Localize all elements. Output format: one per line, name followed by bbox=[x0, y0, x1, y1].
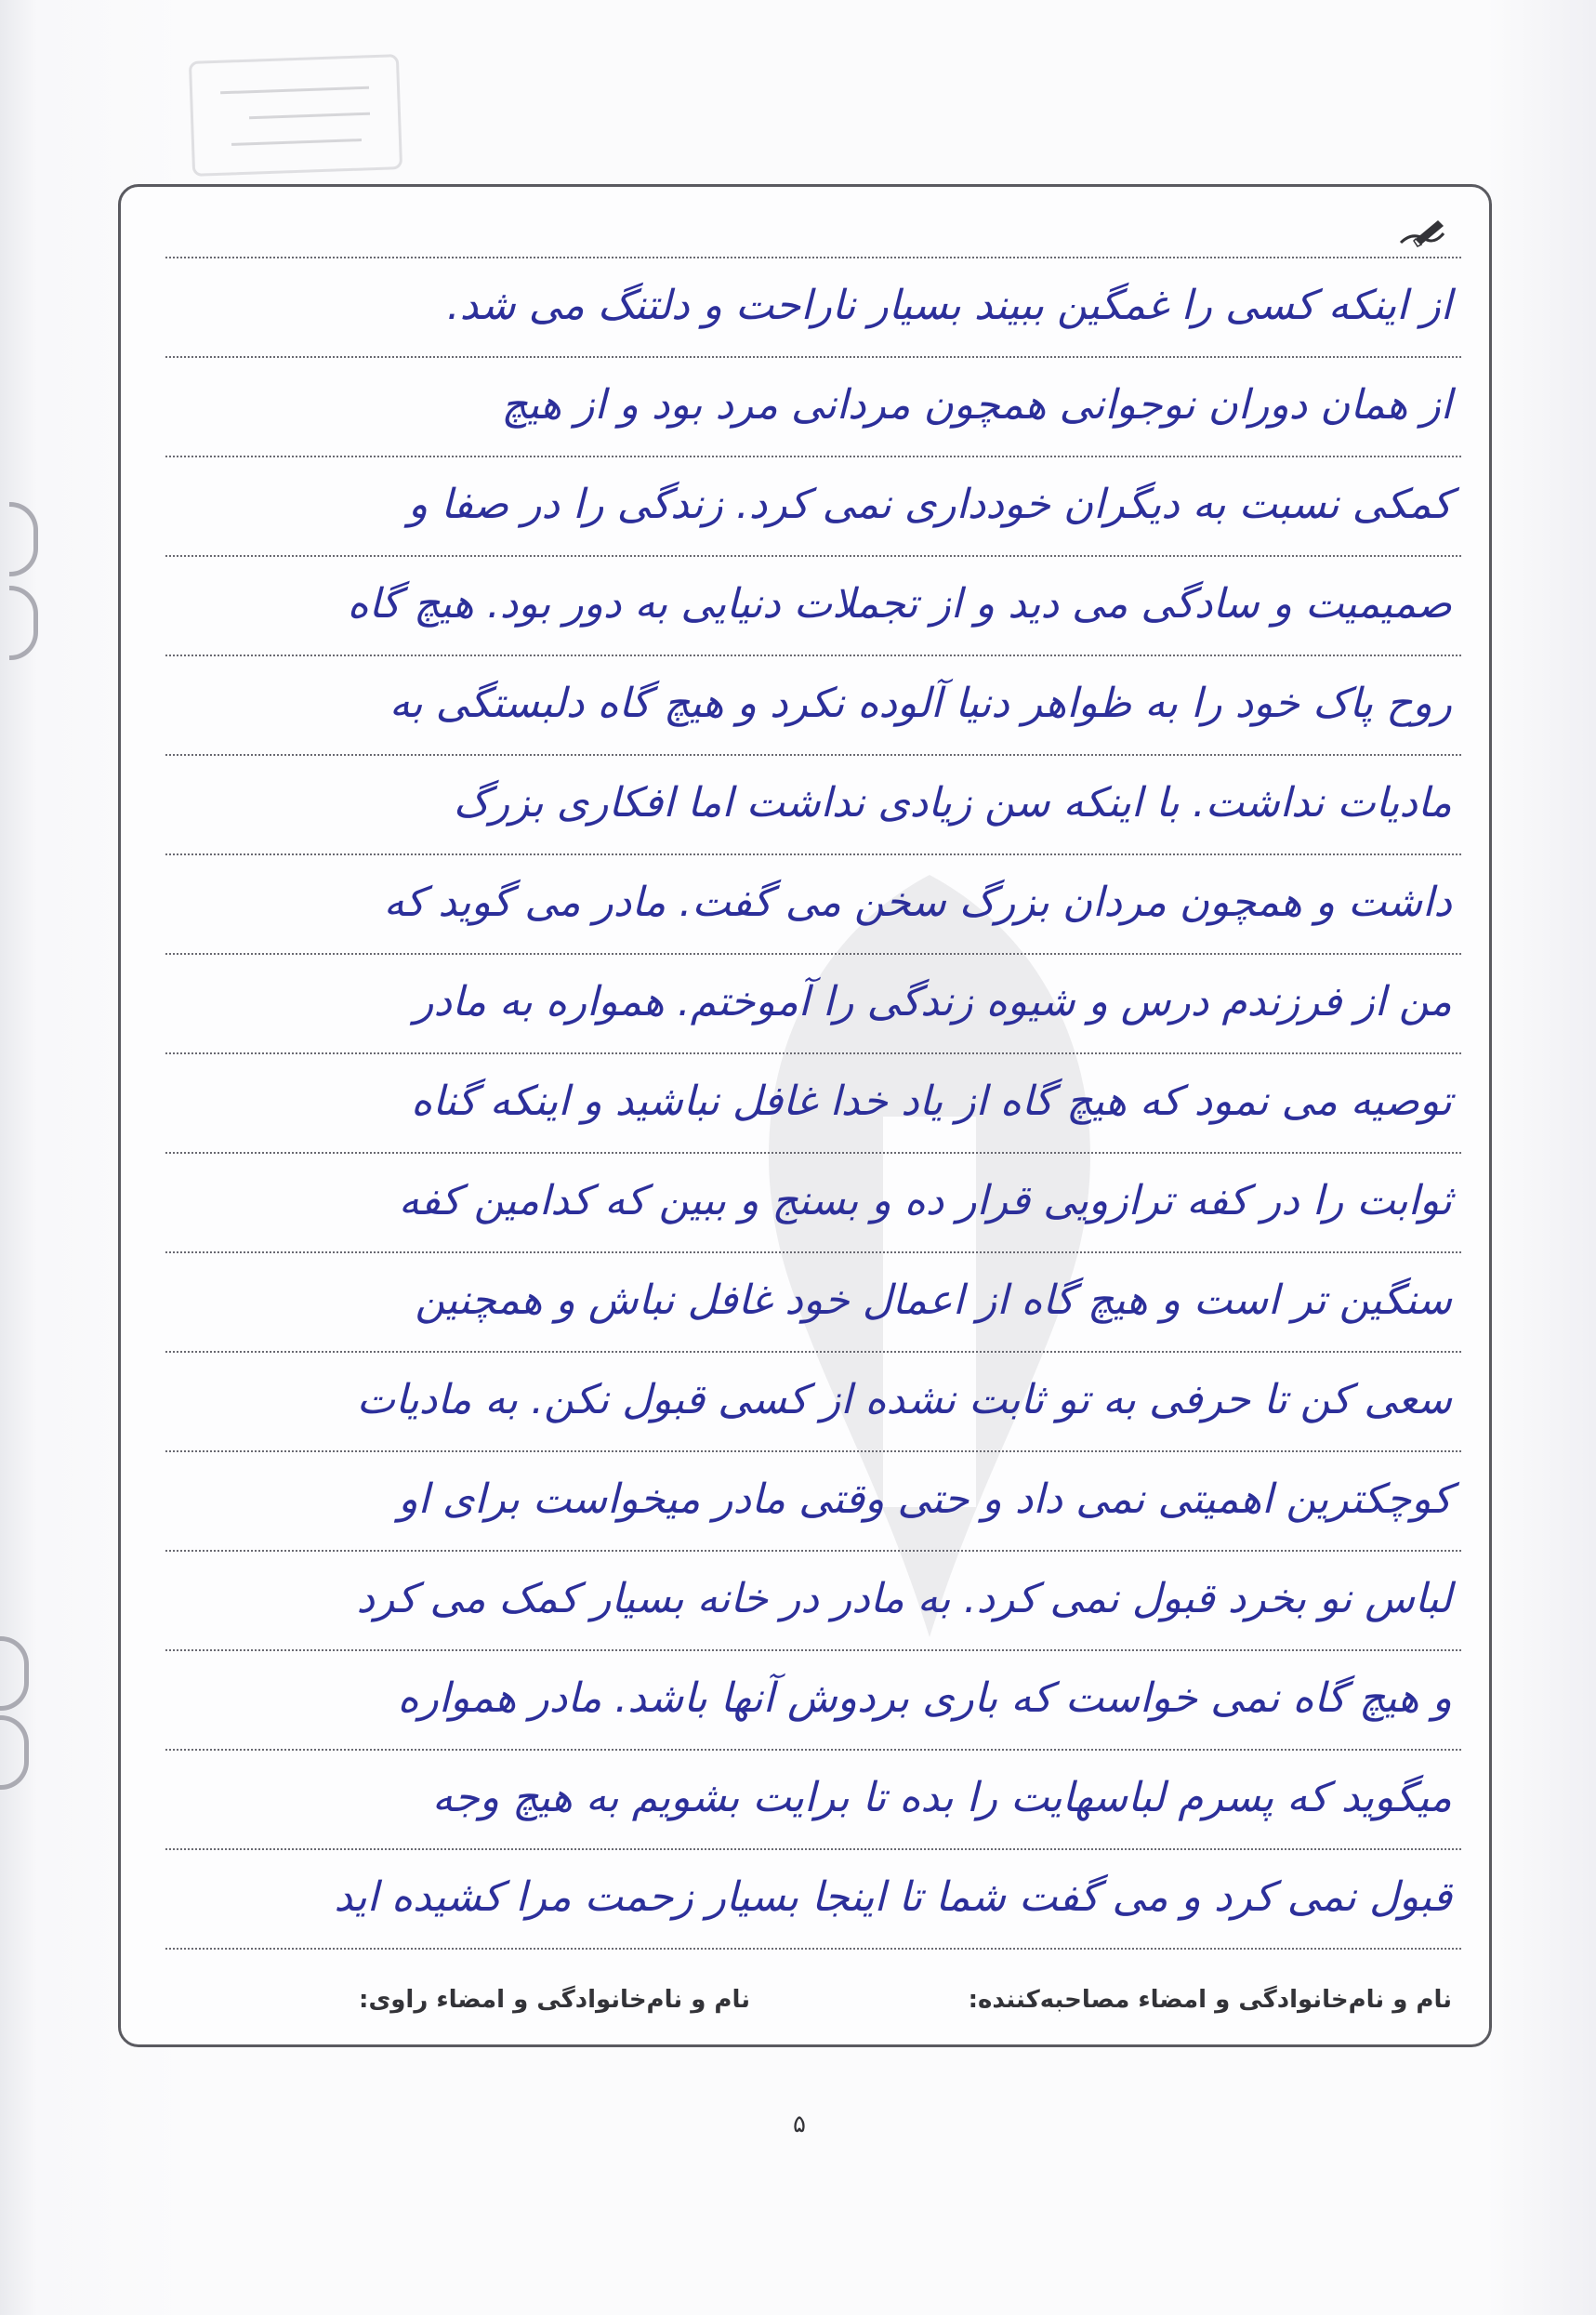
ruled-line bbox=[165, 1948, 1461, 1950]
handwritten-line: لباس نو بخرد قبول نمی کرد. به مادر در خانه بسیار کمک می کرد bbox=[356, 1575, 1452, 1622]
handwritten-line: از اینکه کسی را غمگین ببیند بسیار ناراحت و دلتنگ می شد. bbox=[446, 282, 1452, 329]
ruled-line bbox=[165, 456, 1461, 457]
handwritten-line: صمیمیت و سادگی می دید و از تجملات دنیایی به دور بود. هیچ گاه bbox=[347, 580, 1452, 628]
handwritten-line: سنگین تر است و هیچ گاه از اعمال خود غافل نباش و همچنین bbox=[415, 1277, 1452, 1324]
ruled-line bbox=[165, 555, 1461, 557]
interview-form-frame bbox=[118, 184, 1492, 2047]
ruled-line bbox=[165, 1152, 1461, 1154]
ruled-line bbox=[165, 1052, 1461, 1054]
ruled-line bbox=[165, 655, 1461, 656]
handwritten-line: روح پاک خود را به ظواهر دنیا آلوده نکرد و هیچ گاه دلبستگی به bbox=[389, 680, 1452, 727]
handwritten-line: از همان دوران نوجوانی همچون مردانی مرد بود و از هیچ bbox=[501, 381, 1452, 429]
signature-row bbox=[158, 1986, 1452, 2023]
handwritten-line: من از فرزندم درس و شیوه زندگی را آموختم. همواره به مادر bbox=[414, 978, 1452, 1025]
archive-stamp bbox=[189, 54, 402, 177]
handwritten-line: کمکی نسبت به دیگران خودداری نمی کرد. زندگی را در صفا و bbox=[408, 481, 1452, 528]
ruled-line bbox=[165, 1351, 1461, 1353]
stamp-line-1 bbox=[220, 87, 369, 93]
handwritten-line: مادیات نداشت. با اینکه سن زیادی نداشت اما افکاری بزرگ bbox=[453, 779, 1452, 827]
ruled-line bbox=[165, 953, 1461, 955]
ruled-line bbox=[165, 1251, 1461, 1253]
ruled-line bbox=[165, 1550, 1461, 1552]
stamp-line-3 bbox=[231, 140, 362, 145]
page-number: ۵ bbox=[793, 2110, 806, 2138]
handwritten-line: داشت و همچون مردان بزرگ سخن می گفت. مادر می گوید که bbox=[383, 879, 1452, 926]
ruled-line bbox=[165, 853, 1461, 855]
ruled-line bbox=[165, 1450, 1461, 1452]
handwritten-line: قبول نمی کرد و می گفت شما تا اینجا بسیار زحمت مرا کشیده اید bbox=[334, 1873, 1452, 1921]
ruled-line bbox=[165, 257, 1461, 258]
handwritten-line: ثوابت را در کفه ترازویی قرار ده و بسنج و ببین که کدامین کفه bbox=[398, 1177, 1452, 1224]
handwritten-line: میگوید که پسرم لباسهایت را بده تا برایت بشویم به هیچ وجه bbox=[432, 1774, 1452, 1821]
ruled-line bbox=[165, 1749, 1461, 1751]
ruled-line bbox=[165, 1649, 1461, 1651]
stamp-line-2 bbox=[249, 113, 370, 118]
handwritten-line: توصیه می نمود که هیچ گاه از یاد خدا غافل نباشید و اینکه گناه bbox=[411, 1078, 1452, 1125]
pen-writing-icon bbox=[1397, 215, 1447, 252]
handwritten-line: کوچکترین اهمیتی نمی داد و حتی وقتی مادر میخواست برای او bbox=[398, 1475, 1452, 1523]
narrator-signature-label: نام و نام‌خانوادگی و امضاء راوی: bbox=[359, 1986, 750, 2014]
handwritten-line: سعی کن تا حرفی به تو ثابت نشده از کسی قبول نکن. به مادیات bbox=[356, 1376, 1452, 1423]
interviewer-signature-label: نام و نام‌خانوادگی و امضاء مصاحبه‌کننده: bbox=[968, 1986, 1452, 2014]
ruled-line bbox=[165, 356, 1461, 358]
ruled-line bbox=[165, 754, 1461, 756]
stamp-graphic bbox=[191, 57, 400, 174]
ruled-line bbox=[165, 1848, 1461, 1850]
handwritten-line: و هیچ گاه نمی خواست که باری بردوش آنها باشد. مادر همواره bbox=[397, 1674, 1452, 1722]
